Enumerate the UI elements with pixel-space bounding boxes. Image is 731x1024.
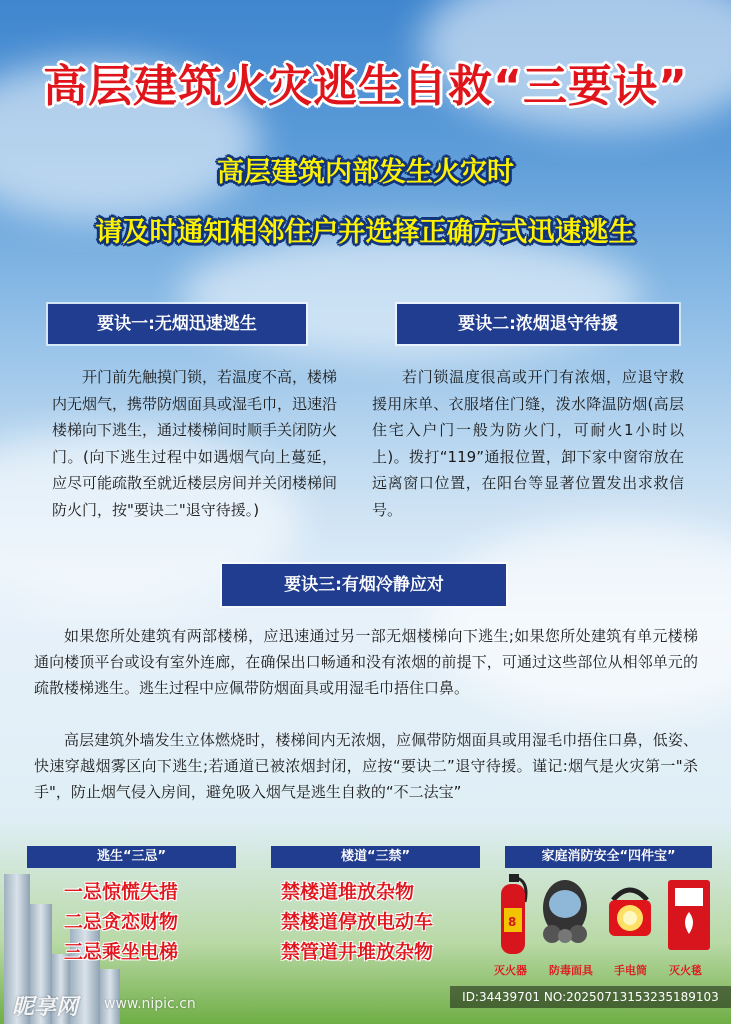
flashlight-label: 手电筒 (614, 964, 647, 977)
list-item: 二忌贪恋财物 (64, 911, 179, 933)
fire-blanket-icon (665, 878, 713, 952)
tip3-paragraph-2: 高层建筑外墙发生立体燃烧时，楼梯间内无浓烟，应佩带防烟面具或用湿毛巾捂住口鼻，低姿、快速穿越烟雾区向下逃生;若通道已被浓烟封闭，应按“要诀二”退守待援。谨记:烟气是火灾第一"杀手"，防止烟气侵入房间，避免吸入烟气是逃生自救的“不二法宝” (34, 731, 698, 801)
corridor-bans-heading: 楼道“三禁” (271, 846, 480, 868)
watermark-id-bar: ID:34439701 NO:20250713153235189103 (450, 986, 731, 1008)
list-item: 三忌乘坐电梯 (64, 941, 179, 963)
svg-text:8: 8 (508, 915, 517, 929)
subtitle-line-2: 请及时通知相邻住户并选择正确方式迅速逃生 (95, 217, 636, 248)
tip2-text: 若门锁温度很高或开门有浓烟，应退守救援用床单、衣服堵住门缝，泼水降温防烟(高层住宅入户门一般为防火门，可耐火1小时以上)。拨打“119”通报位置，卸下家中窗帘放在远离窗口位置，在阳台等显著位置发出求救信号。 (372, 368, 684, 519)
escape-taboos-list (64, 877, 178, 967)
tip1-heading: 要诀一:无烟迅速逃生 (48, 304, 306, 344)
escape-taboos-heading: 逃生“三忌” (27, 846, 236, 868)
watermark-url: www.nipic.cn (104, 996, 196, 1012)
fire-extinguisher-label: 灭火器 (494, 964, 527, 977)
watermark-logo: 昵享网 (12, 995, 79, 1020)
corridor-bans-list (281, 877, 433, 967)
list-item: 一忌惊慌失措 (64, 881, 179, 903)
gas-mask-icon (540, 878, 590, 948)
list-item: 禁楼道堆放杂物 (281, 881, 415, 903)
tip3-paragraph-1: 如果您所处建筑有两部楼梯，应迅速通过另一部无烟楼梯向下逃生;如果您所处建筑有单元楼梯通向楼顶平台或设有室外连廊，在确保出口畅通和没有浓烟的前提下，可通过这些部位从相邻单元的疏散楼梯逃生。逃生过程中应佩带防烟面具或用湿毛巾捂住口鼻。 (34, 627, 698, 697)
list-item: 禁楼道停放电动车 (281, 911, 434, 933)
fire-extinguisher-icon (495, 872, 533, 956)
page-title: 高层建筑火灾逃生自救“三要诀” (43, 61, 688, 112)
subtitle-line-1: 高层建筑内部发生火灾时 (217, 157, 514, 188)
flashlight-icon (605, 880, 655, 942)
tip3-heading: 要诀三:有烟冷静应对 (222, 564, 506, 606)
fire-blanket-label: 灭火毯 (669, 964, 702, 977)
list-item: 禁管道井堆放杂物 (281, 941, 434, 963)
tip1-text: 开门前先触摸门锁，若温度不高，楼梯内无烟气，携带防烟面具或湿毛巾，迅速沿楼梯向下逃生，通过楼梯间时顺手关闭防火门。(向下逃生过程中如遇烟气向上蔓延，应尽可能疏散至就近楼层房间并关闭楼梯间防火门，按"要诀二"退守待援。) (52, 368, 338, 519)
home-treasures-heading: 家庭消防安全“四件宝” (505, 846, 712, 868)
tip2-heading: 要诀二:浓烟退守待援 (397, 304, 679, 344)
gas-mask-label: 防毒面具 (549, 964, 593, 977)
